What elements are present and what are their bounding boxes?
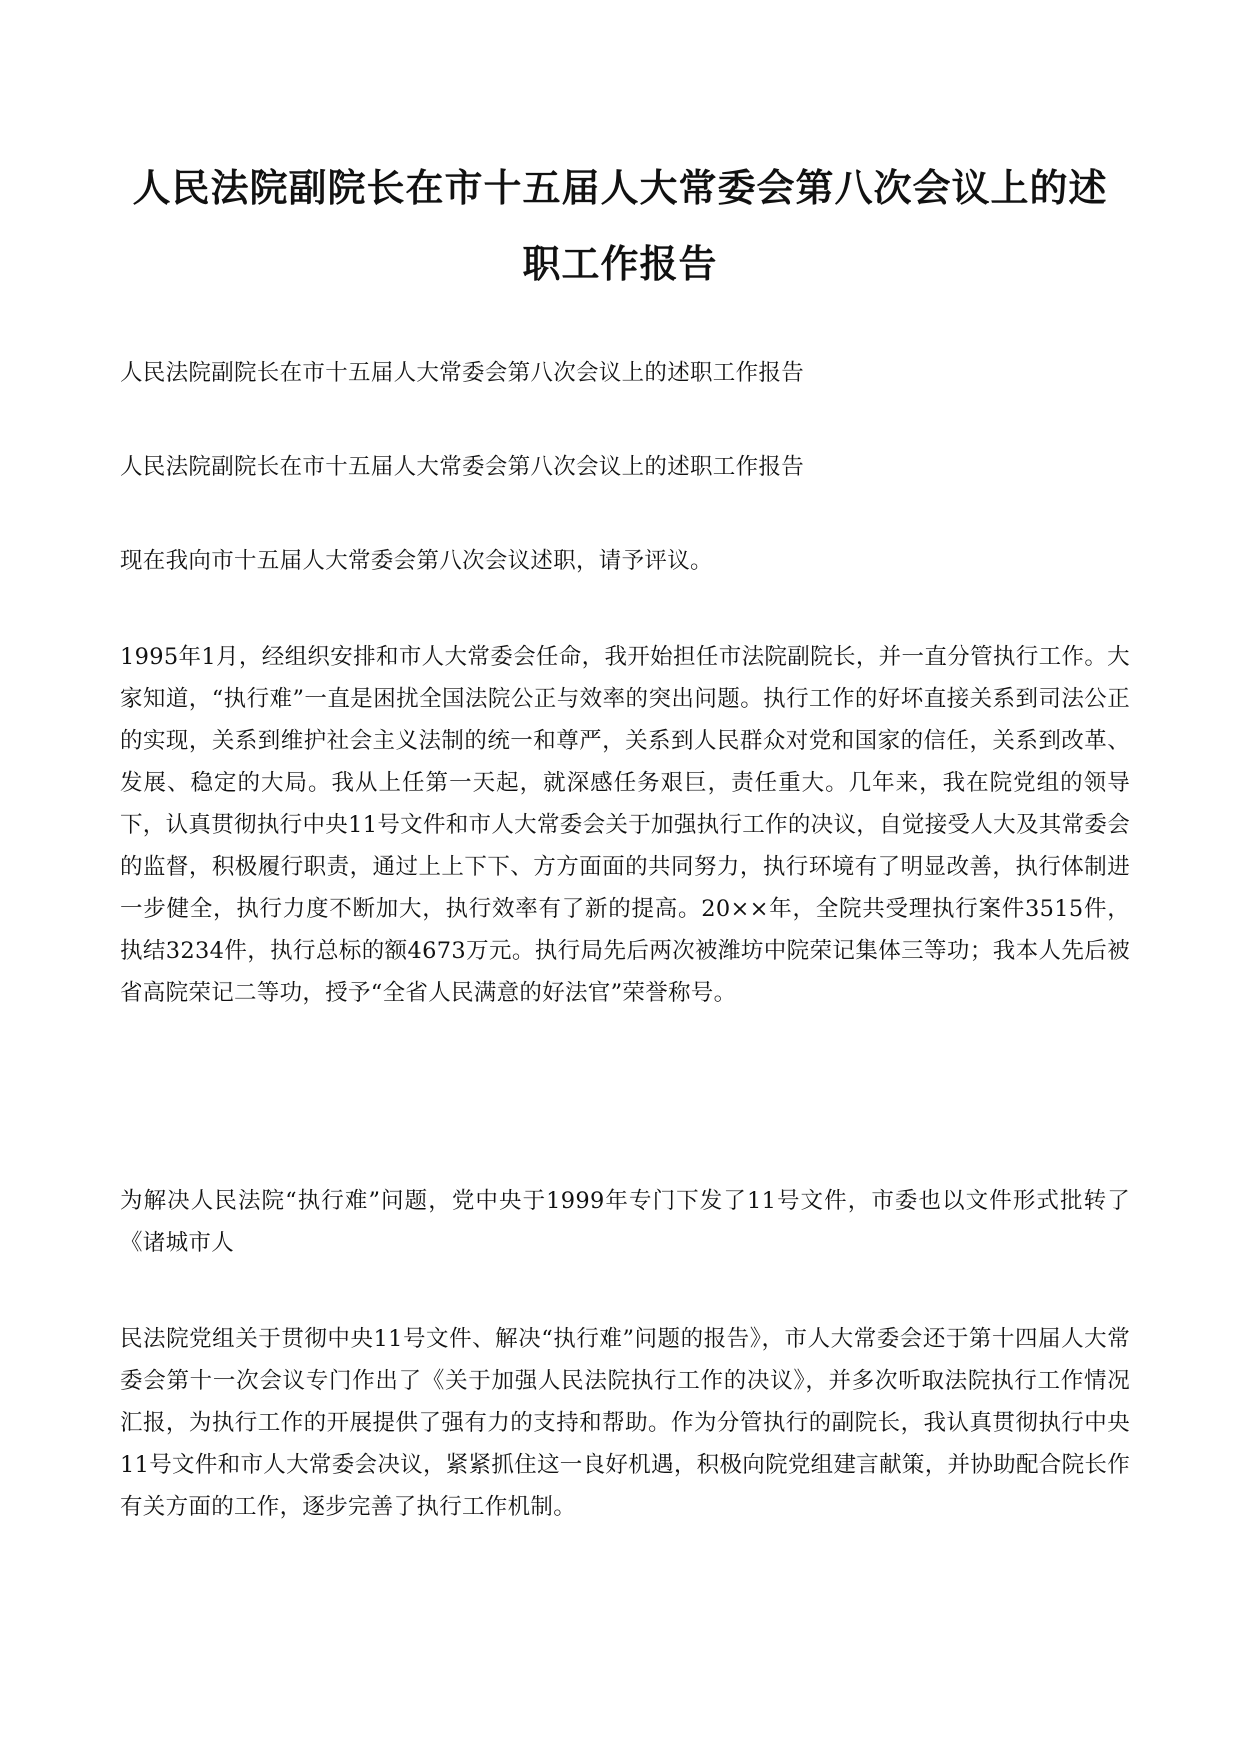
paragraph-4: 1995年1月，经组织安排和市人大常委会任命，我开始担任市法院副院长，并一直分管执行工作。大家知道，“执行难”一直是困扰全国法院公正与效率的突出问题。执行工作的好坏直接关系到司法公正的实现，关系到维护社会主义法制的统一和尊严，关系到人民群众对党和国家的信任，关系到改革、发展、稳定的大局。我从上任第一天起，就深感任务艰巨，责任重大。几年来，我在院党组的领导下，认真贯彻执行中央11号文件和市人大常委会关于加强执行工作的决议，自觉接受人大及其常委会的监督，积极履行职责，通过上上下下、方方面面的共同努力，执行环境有了明显改善，执行体制进一步健全，执行力度不断加大，执行效率有了新的提高。20××年，全院共受理执行案件3515件，执结3234件，执行总标的额4673万元。执行局先后两次被潍坊中院荣记集体三等功；我本人先后被省高院荣记二等功，授予“全省人民满意的好法官”荣誉称号。 [120, 644, 1130, 1006]
document-title: 人民法院副院长在市十五届人大常委会第八次会议上的述职工作报告 [132, 165, 1108, 286]
paragraph-3: 现在我向市十五届人大常委会第八次会议述职，请予评议。 [120, 548, 713, 574]
paragraph-6: 民法院党组关于贯彻中央11号文件、解决“执行难”问题的报告》，市人大常委会还于第十四届人大常委会第十一次会议专门作出了《关于加强人民法院执行工作的决议》，并多次听取法院执行工作情况汇报，为执行工作的开展提供了强有力的支持和帮助。作为分管执行的副院长，我认真贯彻执行中央11号文件和市人大常委会决议，紧紧抓住这一良好机遇，积极向院党组建言献策，并协助配合院长作有关方面的工作，逐步完善了执行工作机制。 [120, 1326, 1130, 1520]
paragraph-1: 人民法院副院长在市十五届人大常委会第八次会议上的述职工作报告 [120, 360, 805, 386]
paragraph-5: 为解决人民法院“执行难”问题，党中央于1999年专门下发了11号文件，市委也以文件形式批转了《诸城市人 [120, 1188, 1130, 1256]
paragraph-2: 人民法院副院长在市十五届人大常委会第八次会议上的述职工作报告 [120, 454, 805, 480]
